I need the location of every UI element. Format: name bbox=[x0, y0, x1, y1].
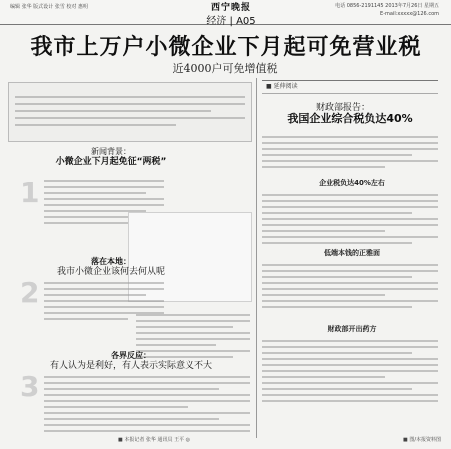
header-left-meta: 编辑 张华 版式设计 张雪 校对 惠明 bbox=[10, 4, 88, 10]
section-heading-local bbox=[36, 256, 186, 278]
page-subtitle: 近4000户可免增值税 bbox=[172, 62, 278, 75]
section-heading-reactions bbox=[36, 350, 226, 372]
section-number-1: 1 bbox=[20, 176, 40, 209]
section-number-3: 3 bbox=[20, 370, 40, 403]
summary-box bbox=[8, 82, 252, 142]
right-headline: 我国企业综合税负达40% bbox=[287, 112, 413, 125]
masthead-logo: 西宁晚报 bbox=[210, 3, 251, 13]
section-main-local: 我市小微企业该何去何从呢 bbox=[56, 267, 165, 277]
column-divider bbox=[256, 78, 257, 438]
right-kicker: 财政部报告： bbox=[316, 103, 371, 113]
right-text-block-3 bbox=[262, 260, 438, 312]
header-bar bbox=[0, 0, 451, 25]
right-section-heading-3: 财政部开出药方 bbox=[327, 325, 377, 333]
section-main-reactions: 有人认为是利好，有人表示实际意义不大 bbox=[49, 361, 212, 371]
right-text-block-1 bbox=[262, 132, 438, 172]
section-number-2: 2 bbox=[20, 276, 40, 309]
right-text-block-4 bbox=[262, 336, 438, 406]
article-text-block-3 bbox=[44, 372, 250, 436]
right-article bbox=[262, 80, 444, 440]
extended-reading-label bbox=[262, 80, 438, 94]
page-title: 我市上万户小微企业下月起可免营业税 bbox=[30, 35, 422, 60]
section-heading-news-background bbox=[36, 146, 186, 168]
right-section-heading-1: 企业税负达40%左右 bbox=[319, 179, 385, 187]
extended-reading-text: ■ 延伸阅读 bbox=[266, 83, 298, 90]
right-section-heading-2: 低端本钱的正雅面 bbox=[324, 249, 380, 257]
footer-left-credit: ■ 本报记者 张华 通讯员 王平 ◎ bbox=[118, 437, 191, 443]
right-text-block-2 bbox=[262, 190, 438, 248]
footer-right-credit: ■ 图/本报资料图 bbox=[403, 437, 441, 443]
left-article bbox=[8, 80, 252, 440]
header-right-meta bbox=[269, 2, 439, 18]
section-kicker-news-background: 新闻背景： bbox=[91, 147, 131, 156]
section-kicker-reactions: 各界反应： bbox=[111, 351, 151, 360]
header-contact: 电话 0856-2191145 2013年7月26日 星期五 bbox=[335, 3, 439, 9]
summary-text-lines bbox=[15, 91, 245, 131]
section-kicker-local: 落在本地： bbox=[91, 257, 131, 266]
section-label: 经济 | A05 bbox=[206, 16, 256, 27]
header-email: E-mail:xxxxx@126.com bbox=[380, 11, 439, 17]
section-main-news-background: 小微企业下月起免征“两税” bbox=[55, 157, 167, 167]
masthead bbox=[200, 0, 262, 27]
